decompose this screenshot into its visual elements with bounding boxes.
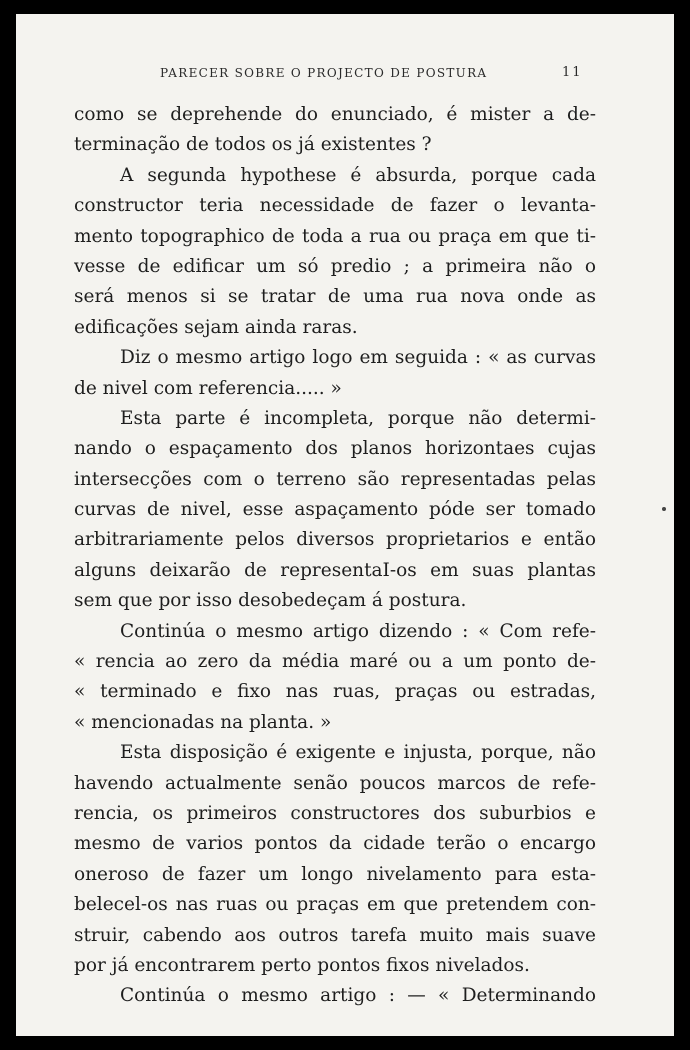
text-line: mento topographico de toda a rua ou praça em que ti- <box>74 225 596 247</box>
text-line: belecel-os nas ruas ou praças em que pretendem con- <box>74 894 596 916</box>
text-line: « mencionadas na planta. » <box>74 711 332 733</box>
text-line: edificações sejam ainda raras. <box>74 316 358 338</box>
text-line: havendo actualmente senão poucos marcos de refe- <box>74 772 596 794</box>
text-line: será menos si se tratar de uma rua nova onde as <box>74 286 596 308</box>
running-title: PARECER SOBRE O PROJECTO DE POSTURA <box>160 66 488 80</box>
text-line: sem que por isso desobedeçam á postura. <box>74 590 467 612</box>
text-line: nando o espaçamento dos planos horizontaes cujas <box>74 438 596 460</box>
text-line: intersecções com o terreno são representadas pelas <box>74 468 596 490</box>
body-text <box>74 100 596 1012</box>
text-line: struir, cabendo aos outros tarefa muito mais suave <box>74 924 596 946</box>
page-header <box>0 66 690 84</box>
text-line: rencia, os primeiros constructores dos suburbios e <box>74 802 596 824</box>
text-line: como se deprehende do enunciado, é mister a de- <box>74 104 596 125</box>
text-line: Esta parte é incompleta, porque não determi- <box>120 407 596 429</box>
text-line: de nivel com referencia..... » <box>74 377 342 399</box>
text-line: Esta disposição é exigente e injusta, porque, não <box>120 742 596 764</box>
text-line: arbitrariamente pelos diversos proprietarios e então <box>74 529 596 551</box>
page-number: 11 <box>562 65 583 80</box>
text-line: mesmo de varios pontos da cidade terão o encargo <box>74 833 596 855</box>
scan-speck <box>662 507 666 511</box>
text-line: curvas de nivel, esse aspaçamento póde ser tomado <box>74 499 596 521</box>
text-line: « rencia ao zero da média maré ou a um ponto de- <box>74 651 596 673</box>
text-line: alguns deixarão de representaI-os em suas plantas <box>74 559 596 581</box>
text-line: Diz o mesmo artigo logo em seguida : « as curvas <box>120 347 596 369</box>
text-line: constructor teria necessidade de fazer o levanta- <box>74 195 596 217</box>
text-line: Continúa o mesmo artigo : — « Determinando <box>120 985 596 1007</box>
text-line: A segunda hypothese é absurda, porque cada <box>120 164 596 186</box>
text-line: vesse de edificar um só predio ; a primeira não o <box>74 255 596 277</box>
text-line: Continúa o mesmo artigo dizendo : « Com refe- <box>120 620 596 642</box>
text-line: « terminado e fixo nas ruas, praças ou estradas, <box>74 681 596 703</box>
text-line: por já encontrarem perto pontos fixos nivelados. <box>74 954 530 976</box>
text-line: oneroso de fazer um longo nivelamento para esta- <box>74 863 596 885</box>
text-line: terminação de todos os já existentes ? <box>74 134 432 156</box>
